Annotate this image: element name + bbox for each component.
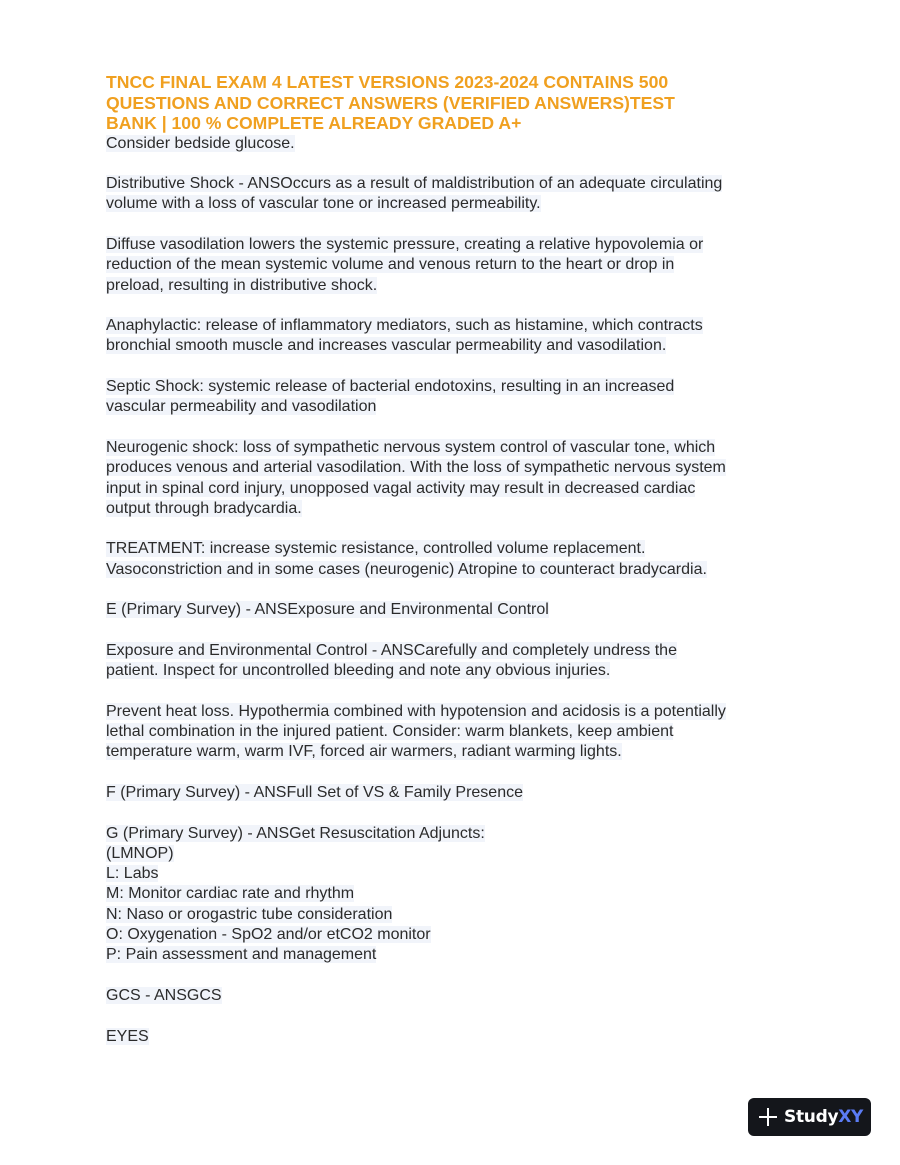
paragraph (106, 235, 806, 296)
paragraph-line: lethal combination in the injured patient. Consider: warm blankets, keep ambient (106, 723, 674, 741)
intro-paragraph (106, 134, 806, 154)
paragraph (106, 600, 806, 620)
paragraph-line: TREATMENT: increase systemic resistance, controlled volume replacement. (106, 540, 646, 558)
paragraph-line: N: Naso or orogastric tube consideration (106, 905, 393, 923)
paragraph-line: L: Labs (106, 865, 159, 883)
paragraph-line: Distributive Shock - ANSOccurs as a result of maldistribution of an adequate circulating (106, 175, 723, 193)
title-line: QUESTIONS AND CORRECT ANSWERS (VERIFIED ANSWERS)TEST (106, 92, 675, 113)
paragraph-line: P: Pain assessment and management (106, 946, 377, 964)
document-page (106, 72, 806, 1067)
paragraph-line: input in spinal cord injury, unopposed vagal activity may result in decreased cardiac (106, 479, 696, 497)
paragraph-line: preload, resulting in distributive shock. (106, 276, 378, 294)
badge-label (784, 1107, 863, 1127)
paragraph-line: EYES (106, 1027, 149, 1045)
paragraph-line: vascular permeability and vasodilation (106, 398, 377, 416)
document-body (106, 134, 806, 1047)
paragraph-line: Exposure and Environmental Control - ANSCarefully and completely undress the (106, 641, 677, 659)
paragraph (106, 539, 806, 580)
paragraph (106, 702, 806, 763)
studyxy-badge[interactable] (748, 1098, 871, 1136)
paragraph (106, 174, 806, 215)
paragraph-line: Neurogenic shock: loss of sympathetic nervous system control of vascular tone, which (106, 438, 716, 456)
paragraph-line: M: Monitor cardiac rate and rhythm (106, 885, 355, 903)
title-line: TNCC FINAL EXAM 4 LATEST VERSIONS 2023-2024 CONTAINS 500 (106, 72, 669, 92)
paragraph (106, 986, 806, 1006)
paragraph-line: output through bradycardia. (106, 499, 302, 517)
paragraph-line: patient. Inspect for uncontrolled bleeding and note any obvious injuries. (106, 662, 611, 680)
paragraph-line: Prevent heat loss. Hypothermia combined with hypotension and acidosis is a potentially (106, 702, 726, 720)
paragraph-line: O: Oxygenation - SpO2 and/or etCO2 monitor (106, 926, 431, 944)
paragraph (106, 641, 806, 682)
paragraph-line: GCS - ANSGCS (106, 986, 222, 1004)
plus-icon (758, 1107, 778, 1127)
paragraph-line: Septic Shock: systemic release of bacterial endotoxins, resulting in an increased (106, 378, 675, 396)
title-line: BANK | 100 % COMPLETE ALREADY GRADED A+ (106, 113, 522, 133)
paragraph-line: E (Primary Survey) - ANSExposure and Environmental Control (106, 601, 549, 619)
paragraph (106, 377, 806, 418)
paragraph-line: volume with a loss of vascular tone or increased permeability. (106, 195, 541, 213)
paragraph-line: G (Primary Survey) - ANSGet Resuscitation Adjuncts: (106, 824, 485, 842)
intro-line: Consider bedside glucose. (106, 134, 295, 152)
paragraph-line: bronchial smooth muscle and increases vascular permeability and vasodilation. (106, 337, 667, 355)
paragraph-line: Diffuse vasodilation lowers the systemic pressure, creating a relative hypovolemia or (106, 235, 704, 253)
badge-text-study: Study (784, 1107, 839, 1127)
paragraph-line: Anaphylactic: release of inflammatory mediators, such as histamine, which contracts (106, 317, 703, 335)
paragraph-line: reduction of the mean systemic volume and venous return to the heart or drop in (106, 256, 675, 274)
paragraph-line: Vasoconstriction and in some cases (neurogenic) Atropine to counteract bradycardia. (106, 560, 707, 578)
document-title (106, 72, 806, 134)
paragraph-line: produces venous and arterial vasodilation. With the loss of sympathetic nervous system (106, 459, 726, 477)
paragraph-line: temperature warm, warm IVF, forced air warmers, radiant warming lights. (106, 743, 622, 761)
paragraph (106, 783, 806, 803)
badge-text-xy: XY (838, 1107, 864, 1127)
paragraph-line: (LMNOP) (106, 844, 174, 862)
paragraph (106, 1027, 806, 1047)
paragraph (106, 438, 806, 519)
paragraph (106, 316, 806, 357)
paragraph (106, 824, 806, 966)
paragraph-line: F (Primary Survey) - ANSFull Set of VS & Family Presence (106, 784, 523, 801)
